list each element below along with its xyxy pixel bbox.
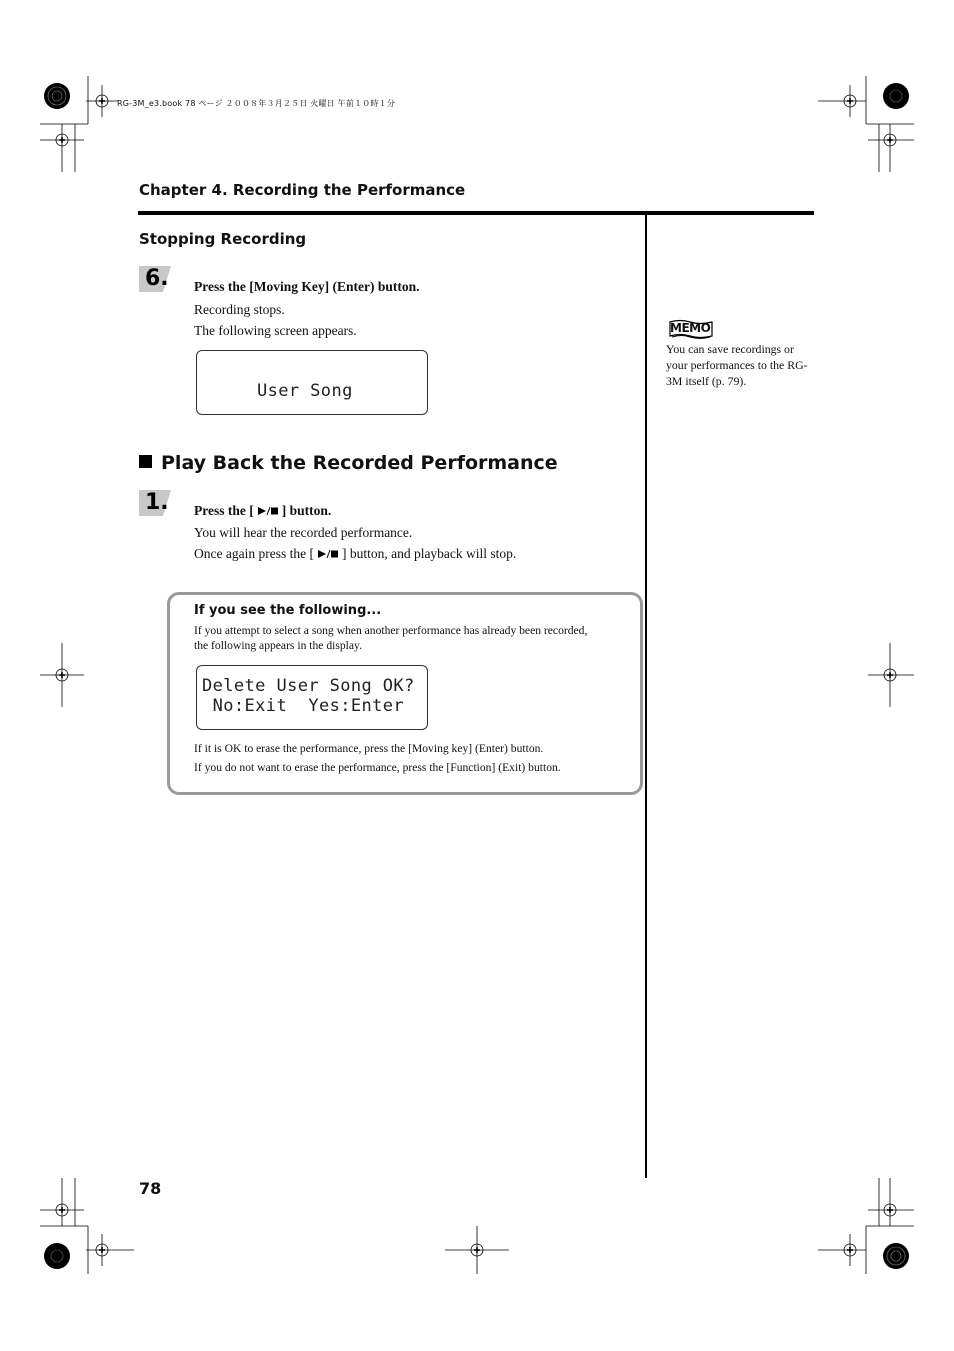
- playback-heading: Play Back the Recorded Performance: [161, 452, 558, 474]
- stopping-line-1: Recording stops.: [194, 302, 285, 317]
- step-badge-1: [139, 490, 173, 518]
- play-stop-icon: [317, 549, 339, 559]
- step-number: 1.: [145, 490, 169, 515]
- playback-line-2: Once again press the [ ] button, and playback will stop.: [194, 546, 517, 561]
- column-divider: [645, 214, 647, 1178]
- lcd-line-2: No:Exit Yes:Enter: [202, 696, 405, 716]
- section-square-icon: [139, 455, 152, 468]
- callout-intro-line-2: the following appears in the display.: [194, 639, 362, 652]
- memo-label: MEMO: [670, 321, 711, 335]
- print-file-info: RG-3M_e3.book 78 ページ ２００８年３月２５日 火曜日 午前１０時１分: [117, 99, 396, 108]
- memo-icon: [668, 318, 714, 340]
- step-number: 6.: [145, 266, 169, 291]
- chapter-divider: [138, 211, 814, 215]
- step-badge-6: [139, 266, 173, 294]
- playback-line-1: You will hear the recorded performance.: [194, 525, 413, 540]
- playback-section-title: [139, 452, 558, 474]
- playback-instruction: Press the [ ] button.: [194, 503, 332, 518]
- callout-note-line-2: If you do not want to erase the performance, press the [Function] (Exit) button.: [194, 761, 561, 774]
- lcd-display-delete-confirm: [196, 665, 428, 730]
- stopping-line-2: The following screen appears.: [194, 323, 357, 338]
- callout-intro-line-1: If you attempt to select a song when another performance has already been recorded,: [194, 624, 588, 637]
- chapter-title: Chapter 4. Recording the Performance: [139, 181, 466, 199]
- page-number: 78: [139, 1179, 162, 1198]
- stopping-recording-heading: Stopping Recording: [139, 230, 307, 248]
- lcd-display-user-song: [196, 350, 428, 415]
- memo-text: You can save recordings or your performances to the RG-3M itself (p. 79).: [666, 342, 808, 388]
- lcd-line-1: User Song: [257, 381, 353, 401]
- play-stop-icon: [257, 506, 279, 516]
- stopping-instruction: Press the [Moving Key] (Enter) button.: [194, 279, 420, 294]
- lcd-line-1: Delete User Song OK?: [202, 676, 415, 696]
- callout-title: If you see the following...: [194, 603, 382, 618]
- callout-note-line-1: If it is OK to erase the performance, press the [Moving key] (Enter) button.: [194, 742, 544, 755]
